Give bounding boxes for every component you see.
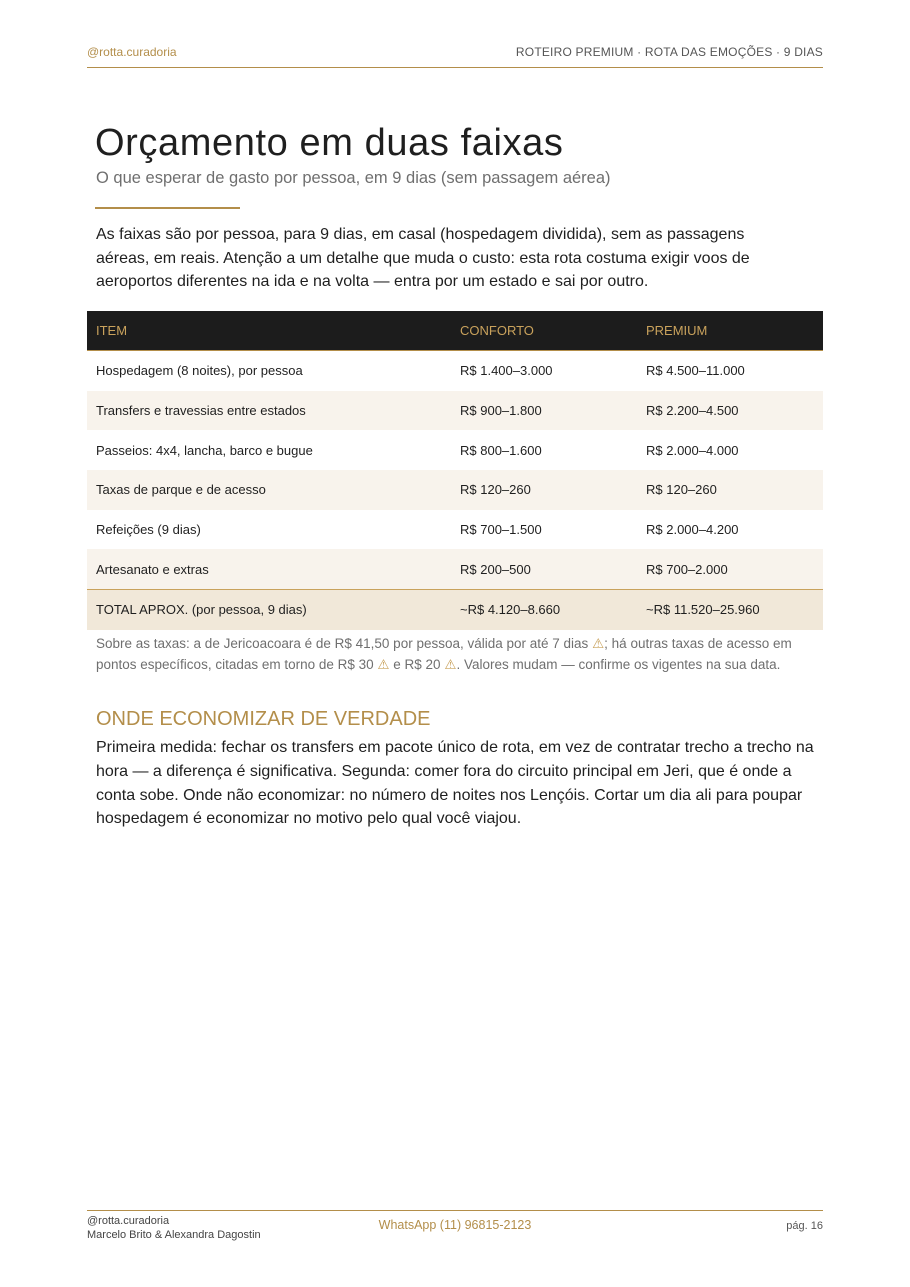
- header-doc-title: ROTEIRO PREMIUM · ROTA DAS EMOÇÕES · 9 DIAS: [515, 45, 823, 59]
- column-header-premium: PREMIUM: [637, 311, 823, 351]
- page-subtitle: O que esperar de gasto por pessoa, em 9 dias (sem passagem aérea): [96, 169, 611, 187]
- cell-premium: R$ 700–2.000: [637, 549, 823, 589]
- warning-icon: ⚠: [444, 656, 457, 672]
- header-brand: @rotta.curadoria: [87, 45, 177, 59]
- column-header-conforto: CONFORTO: [451, 311, 637, 351]
- note-text: Sobre as taxas: a de Jericoacoara é de R$ 41,50 por pessoa, válida por até 7 dias: [96, 636, 593, 651]
- page-header: [87, 45, 823, 68]
- cell-item: Artesanato e extras: [87, 549, 451, 589]
- total-conforto: ~R$ 4.120–8.660: [451, 590, 637, 630]
- cell-item: Transfers e travessias entre estados: [87, 391, 451, 431]
- cell-conforto: R$ 1.400–3.000: [460, 363, 553, 379]
- table-header-row: [87, 311, 823, 351]
- cell-item: Hospedagem (8 noites), por pessoa: [96, 363, 303, 379]
- cell-premium: R$ 120–260: [637, 470, 823, 510]
- section-title: ONDE ECONOMIZAR DE VERDADE: [96, 708, 431, 730]
- warning-icon: ⚠: [592, 636, 605, 651]
- cell-conforto: R$ 120–260: [451, 470, 637, 510]
- note-text: . Valores mudam — confirme os vigentes na sua data.: [456, 656, 781, 672]
- total-label: TOTAL APROX. (por pessoa, 9 dias): [87, 590, 451, 630]
- cell-premium: R$ 2.000–4.200: [646, 522, 739, 538]
- cell-item: Taxas de parque e de acesso: [87, 470, 451, 510]
- table-row: [87, 430, 823, 470]
- footer-authors: Marcelo Brito & Alexandra Dagostin: [87, 1229, 261, 1241]
- intro-paragraph: As faixas são por pessoa, para 9 dias, em casal (hospedagem dividida), sem as passagens aéreas, em reais. Atenção a um detalhe que muda o custo: esta rota costuma exigir voos de aeroportos diferentes na ida e na volta — entra por um estado e sai por outro.: [96, 226, 750, 290]
- fees-note: [96, 634, 821, 675]
- cell-premium: R$ 2.200–4.500: [637, 391, 823, 431]
- cell-premium: R$ 2.000–4.000: [646, 442, 739, 458]
- footer-brand: @rotta.curadoria: [87, 1215, 170, 1227]
- note-text: ; há outras taxas de acesso em pontos específicos, citadas em torno de R$ 30: [96, 636, 792, 672]
- note-text: e R$ 20: [389, 656, 445, 672]
- total-premium: ~R$ 11.520–25.960: [637, 590, 823, 630]
- table-row: [87, 549, 823, 589]
- warning-icon: ⚠: [377, 656, 390, 672]
- page-title: Orçamento em duas faixas: [95, 122, 564, 164]
- table-row: [87, 510, 823, 550]
- cell-conforto: R$ 800–1.600: [460, 442, 542, 458]
- budget-table: [87, 311, 823, 630]
- section-body: Primeira medida: fechar os transfers em pacote único de rota, em vez de contratar trecho a trecho na hora — a diferença é significativa. Segunda: comer fora do circuito principal em Jeri, que é onde a conta sobe. Onde não economizar: no número de noites nos Lençóis. Cortar um dia ali para poupar hospedagem é economizar no motivo pelo qual você viajou.: [96, 739, 814, 828]
- cell-conforto: R$ 900–1.800: [451, 391, 637, 431]
- table-row: [87, 351, 823, 391]
- page-number: pág. 16: [786, 1220, 823, 1232]
- cell-conforto: R$ 700–1.500: [460, 522, 542, 538]
- table-row: [87, 470, 823, 510]
- table-total-row: [87, 590, 823, 630]
- cell-conforto: R$ 200–500: [451, 549, 637, 589]
- page-footer: [87, 1210, 823, 1251]
- footer-whatsapp: WhatsApp (11) 96815-2123: [378, 1218, 532, 1232]
- cell-premium: R$ 4.500–11.000: [646, 363, 745, 379]
- table-row: [87, 391, 823, 431]
- column-header-item: ITEM: [87, 311, 451, 351]
- title-divider: [95, 207, 240, 209]
- cell-item: Refeições (9 dias): [96, 522, 201, 538]
- cell-item: Passeios: 4x4, lancha, barco e bugue: [96, 442, 313, 458]
